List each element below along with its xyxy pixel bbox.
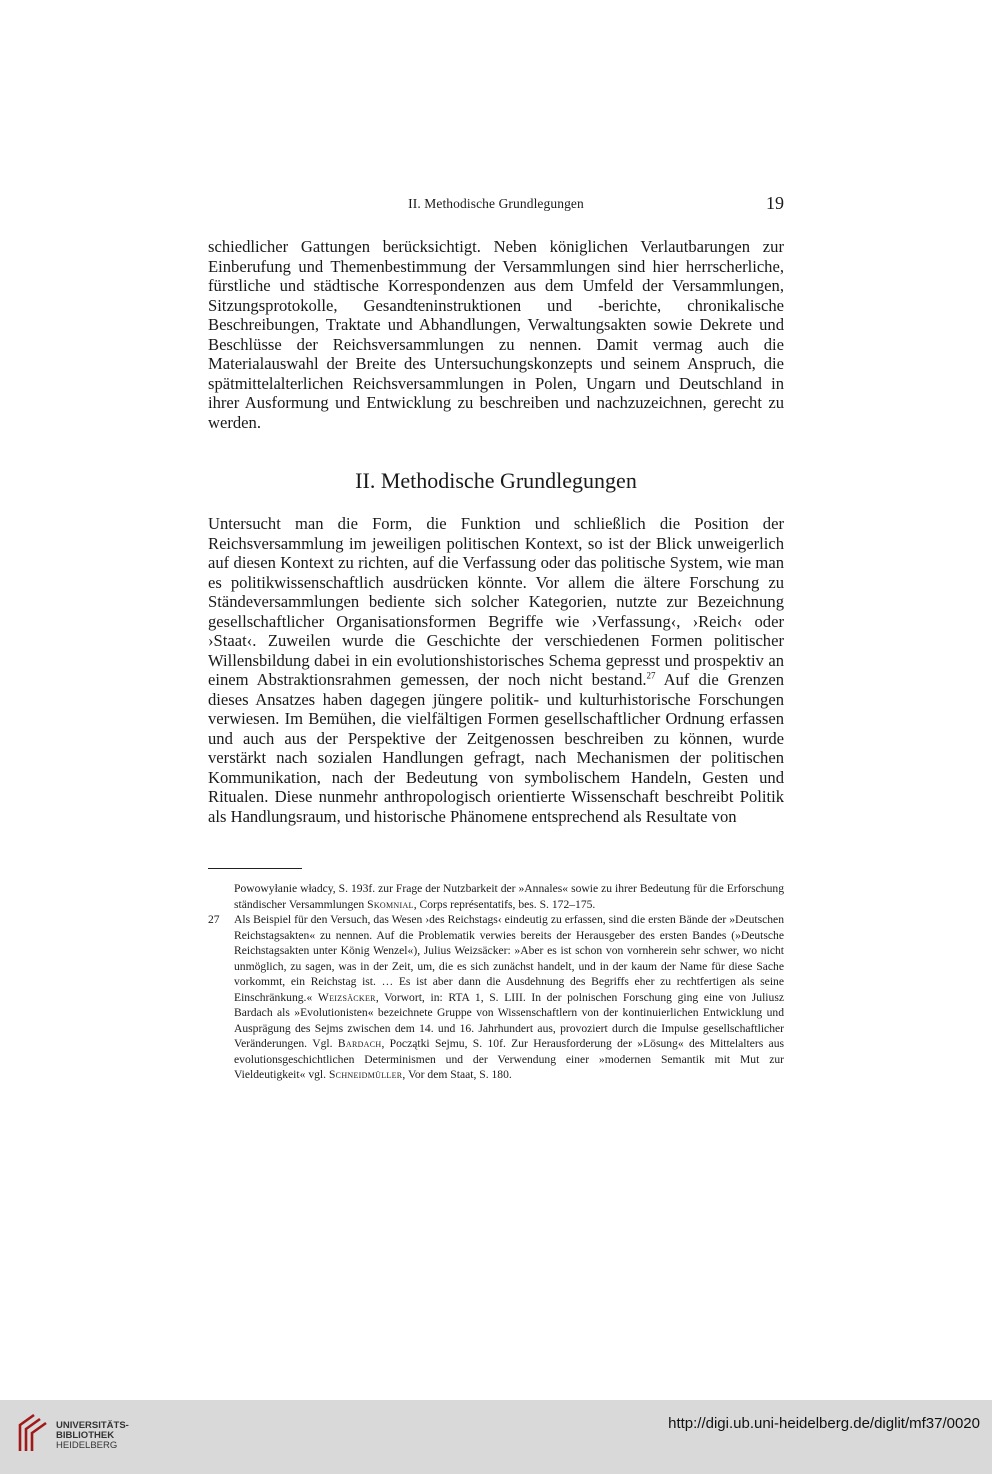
library-name-line-2: BIBLIOTHEK	[56, 1430, 115, 1441]
footnotes	[208, 881, 784, 1083]
library-name-line-3: HEIDELBERG	[56, 1440, 118, 1451]
footnote-reference-27[interactable]: 27	[646, 670, 656, 681]
author-name: Weizsäcker	[317, 990, 376, 1004]
footnote-number: 27	[208, 913, 220, 926]
page-number: 19	[766, 193, 784, 213]
footnote-27-text-d: , Vor dem Staat, S. 180.	[402, 1068, 512, 1081]
library-name-line-1: UNIVERSITÄTS-	[56, 1420, 129, 1431]
author-name: Schneidmüller	[328, 1068, 403, 1081]
footnote-divider	[208, 868, 302, 869]
viewer-footer	[0, 1400, 992, 1474]
footnote-27-text-b: , Vorwort, in: RTA 1, S. LIII. In der polnischen Forschung ging eine von Juliusz Bardach als »Evolutionisten« bezeichnete Gruppe von Wissenschaftlern von der kontinuierlichen Entwicklung und Ausprägung des Sejms zwischen dem 14. und 16. Jahrhundert aus, provoziert durch die Impulse gesellschaftlicher Veränderungen. Vgl.	[234, 990, 784, 1050]
author-name: Bardach	[337, 1037, 382, 1050]
author-name: Skomnial	[367, 897, 414, 911]
paragraph-2-text-a: Untersucht man die Form, die Funktion und schließlich die Position der Reichsversammlung im jeweiligen politischen Kontext, so ist der Blick unweigerlich auf diesen Kontext zu richten, auf die Verfassung oder das politische System, wie man es politikwissenschaftlich ausdrücken könnte. Vor allem die ältere Forschung zu Ständeversammlungen bediente sich solcher Kategorien, nutzte zur Bezeichnung gesellschaftlicher Organisationsformen Begriffe wie ›Verfassung‹, ›Reich‹ oder ›Staat‹. Zuweilen wurde die Geschichte der verschiedenen Formen politischer Willensbildung dabei in ein evolutionshistorisches Schema gepresst und prospektiv an einem Abstraktionsrahmen gemessen, der noch nicht bestand.	[208, 514, 784, 689]
section-heading: II. Methodische Grundlegungen	[355, 468, 637, 493]
footnote-continued-text-a: Powowyłanie władcy, S. 193f. zur Frage der Nutzbarkeit der »Annales« sowie zu ihrer Bedeutung für die Erforschung ständischer Versammlungen	[234, 882, 784, 911]
footnote-continued-text-b: , Corps représentatifs, bes. S. 172–175.	[413, 897, 596, 911]
library-logo-icon[interactable]	[12, 1411, 52, 1455]
permalink-url[interactable]: http://digi.ub.uni-heidelberg.de/diglit/mf37/0020	[668, 1415, 980, 1432]
library-name[interactable]	[56, 1421, 129, 1451]
footnote-continued	[208, 881, 784, 912]
paragraph-2-text-b: Auf die Grenzen dieses Ansatzes haben dagegen jüngere politik- und kulturhistorische Forschungen verwiesen. Im Bemühen, die vielfältigen Formen gesellschaftlicher Ordnung erfassen und auch aus der Perspektive der Zeitgenossen beschreiben zu können, wurde verstärkt nach sozialen Handlungen gefragt, nach Mechanismen der politischen Kommunikation, nach der Bedeutung von symbolischem Handeln, Gesten und Ritualen. Diese nunmehr anthropologisch orientierte Wissenschaft beschreibt Politik als Handlungsraum, und historische Phänomene entsprechend als Resultate von	[208, 670, 784, 826]
body-paragraph-2	[208, 514, 784, 826]
footnote-27-text-a: Als Beispiel für den Versuch, das Wesen ›des Reichstags‹ eindeutig zu erfassen, sind die ersten Bände der »Deutschen Reichstagsakten« zu nennen. Auf die Problematik verwies bereits der Herausgeber des ersten Bandes (»Deutsche Reichstagsakten unter König Wenzel«), Julius Weizsäcker: »Aber es ist schon von vornherein sehr schwer, wo nicht unmöglich, zu sagen, was in der Zeit, um, die es sich zunächst handelt, und in der kaum der Name für diese Sache vorkommt, ein Reichstag ist. … Es ist aber dann die Ausdehnung des Begriffs eher zu rechtfertigen als seine Einschränkung.«	[234, 913, 784, 1004]
footnote-27-text-c: , Początki Sejmu, S. 10f. Zur Herausforderung der »Lösung« des Mittelalters aus evolutionsgeschichtlichen Determinismen und der Verwendung einer »modernen Semantik mit Mut zur Vieldeutigkeit« vgl.	[234, 1037, 785, 1081]
footnote-27	[208, 912, 784, 1083]
running-head: II. Methodische Grundlegungen	[408, 196, 584, 211]
body-paragraph-1: schiedlicher Gattungen berücksichtigt. Neben königlichen Verlautbarungen zur Einberufung und Themenbestimmung der Versammlungen sind hier herrscherliche, fürstliche und städtische Korrespondenzen aus dem Umfeld der Versammlungen, Sitzungsprotokolle, Gesandteninstruktionen und -berichte, chronikalische Beschreibungen, Traktate und Abhandlungen, Verwaltungsakten sowie Dekrete und Beschlüsse der Reichsversammlungen zu nennen. Damit vermag auch die Materialauswahl der Breite des Untersuchungskonzepts und seinem Anspruch, die spätmittelalterlichen Reichsversammlungen in Polen, Ungarn und Deutschland in ihrer Ausformung und Entwicklung zu beschreiben und nachzuzeichnen, gerecht zu werden.	[208, 237, 784, 432]
